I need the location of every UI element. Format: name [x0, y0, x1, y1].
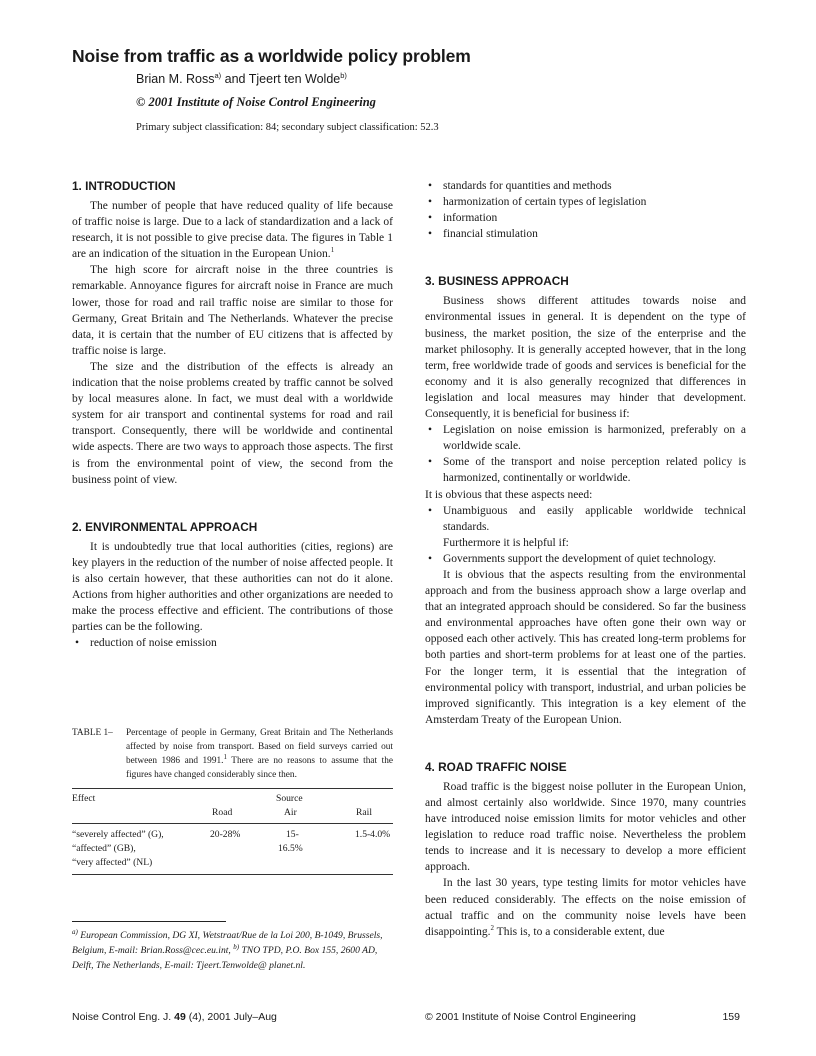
- left-column: [72, 178, 393, 651]
- intro-paragraph-1-text: The number of people that have reduced quality of life because of traffic noise is large. Due to a lack of standardization and a lack of research, it is not possible to give precise data. The figures in Table 1 are an indication of the situation in the European Union.: [72, 200, 393, 261]
- table-header-row-2: [72, 806, 393, 820]
- list-item: • standards for quantities and methods: [425, 178, 746, 194]
- citation-1: 1: [330, 246, 335, 255]
- table-top-rule: [72, 788, 393, 789]
- authors: [136, 72, 347, 86]
- footer-copyright: © 2001 Institute of Noise Control Engineering: [425, 1011, 636, 1023]
- business-bullet-list-1: [425, 422, 746, 486]
- intro-paragraph-2: The high score for aircraft noise in the three countries is remarkable. Annoyance figures for aircraft noise in France are much lower, those for road and rail traffic noise are similar to those for Germany, Great Britain and The Netherlands. Whatever the precise data, it is certain that the number of EU citizens that is affected by traffic noise is large.: [72, 264, 393, 357]
- table-cell-rail: 1.5-4.0%: [355, 828, 391, 840]
- footnote-rule: [72, 921, 226, 922]
- business-bullet-list-2: [425, 503, 746, 535]
- table-header-rule: [72, 823, 393, 824]
- business-paragraph-1: Business shows different attitudes towards noise and environmental issues in general. It is dependent on the type of business, the market position, the size of the enterprise and the market philosophy. It is generally accepted however, that in the long term, free worldwide trade of goods and services is beneficial for the economy and it is also generally recognized that differences in legislation and local measures may hinder that development. Consequently, it is beneficial for business if:: [425, 295, 746, 421]
- environmental-bullet-list-a: [72, 635, 393, 651]
- list-item: • Legislation on noise emission is harmonized, preferably on a worldwide scale.: [425, 422, 746, 454]
- section-heading-road-traffic: 4. ROAD TRAFFIC NOISE: [425, 759, 567, 774]
- table-row: [72, 856, 393, 870]
- footnote: [72, 928, 397, 974]
- table-caption: [72, 727, 393, 783]
- table-header-source: Source: [276, 792, 303, 804]
- table-caption-text-2: There are no reasons to assume that the figures have changed considerably since then.: [126, 755, 393, 780]
- list-item: • Some of the transport and noise perception related policy is harmonized, continentally or worldwide.: [425, 454, 746, 486]
- list-item: • financial stimulation: [425, 226, 746, 242]
- citation-2: 2: [490, 923, 494, 932]
- environmental-paragraph-1: It is undoubtedly true that local authorities (cities, regions) are key players in the reduction of the number of noise affected people. It is also certain however, that these authorities can not do it alone. Actions from higher authorities and other organizations are needed to make the process effective and efficient. The contributions of those parties can be the following.: [72, 540, 393, 634]
- section-heading-business: 3. BUSINESS APPROACH: [425, 274, 569, 289]
- table-label: TABLE 1–: [72, 728, 113, 738]
- road-paragraph-1: Road traffic is the biggest noise polluter in the European Union, and almost certainly also worldwide. Since 1970, many countries have introduced noise emission limits for motor vehicles and other legislation to reduce road traffic noise. Nevertheless the problem tends to increase and it is necessary to develop a more efficient approach.: [425, 780, 746, 874]
- table-header-road: Road: [212, 806, 233, 818]
- table-row: [72, 828, 393, 842]
- list-item: • reduction of noise emission: [72, 635, 393, 651]
- table-caption-text: Percentage of people in Germany, Great Britain and The Netherlands affected by noise from transport. Based on field surveys carried out between 1986 and 1991.: [126, 728, 393, 766]
- section-heading-introduction: 1. INTRODUCTION: [72, 179, 176, 193]
- table-row: [72, 842, 393, 856]
- author-1: Brian M. Ross: [136, 72, 215, 86]
- table-header-effect: Effect: [72, 792, 96, 804]
- table-header-air: Air: [284, 806, 297, 818]
- table-cell-effect: “severely affected” (G),: [72, 828, 164, 840]
- footnote-mark-a: a): [72, 927, 78, 936]
- road-paragraph-2: [425, 875, 746, 939]
- footer-journal: Noise Control Eng. J.: [72, 1011, 172, 1023]
- table-cell-air: 16.5%: [278, 842, 303, 854]
- road-paragraph-2-tail: This is, to a considerable extent, due: [494, 925, 665, 938]
- table-cell-air: 15-: [286, 828, 299, 840]
- intro-paragraph-1: [72, 198, 393, 262]
- table-cell-road: 20-28%: [210, 828, 241, 840]
- paper-title: Noise from traffic as a worldwide policy problem: [72, 46, 471, 66]
- business-needed-line: It is obvious that these aspects need:: [425, 488, 593, 501]
- author-2-affiliation-mark: b): [340, 70, 347, 80]
- table-header-row-1: [72, 792, 393, 806]
- list-item: • Governments support the development of quiet technology.: [425, 551, 746, 567]
- business-helpful-line: Furthermore it is helpful if:: [443, 536, 569, 549]
- footer-journal-citation: [72, 1011, 277, 1023]
- right-column: [425, 178, 746, 940]
- section-heading-environmental: 2. ENVIRONMENTAL APPROACH: [72, 519, 258, 534]
- table-1: [72, 727, 393, 875]
- footer-issue-date: (4), 2001 July–Aug: [188, 1011, 277, 1023]
- table-bottom-rule: [72, 874, 393, 875]
- table-citation: 1: [223, 752, 227, 761]
- environmental-bullet-list-b: [425, 178, 746, 242]
- author-1-affiliation-mark: a): [214, 70, 222, 80]
- footer-volume: 49: [174, 1011, 186, 1023]
- list-item: • information: [425, 210, 746, 226]
- road-paragraph-2-text: In the last 30 years, type testing limits for motor vehicles have been reduced considerably. The effects on the noise emission of actual traffic and on the community noise levels have been disappointing.: [425, 877, 746, 938]
- author-2: and Tjeert ten Wolde: [224, 72, 341, 86]
- footnote-mark-b: b): [233, 943, 240, 952]
- table-cell-effect: “affected” (GB),: [72, 842, 136, 854]
- subject-classification: Primary subject classification: 84; secondary subject classification: 52.3: [136, 122, 439, 133]
- intro-paragraph-3: The size and the distribution of the effects is already an indication that the noise problems created by traffic cannot be solved by local measures alone. In fact, we must deal with a worldwide system for air transport and continental systems for road and rail transport. Consequently, there will be worldwide and continental wide aspects. There are two ways to approach those aspects. The first is from the environmental point of view, the second from the business point of view.: [72, 360, 393, 486]
- copyright-line: © 2001 Institute of Noise Control Engineering: [136, 95, 376, 109]
- business-bullet-list-3: [425, 551, 746, 567]
- footnote-text-b: TNO TPD, P.O. Box 155, 2600 AD, Delft, The Netherlands, E-mail: Tjeert.Tenwolde@ planet.nl.: [72, 945, 378, 972]
- footnote-text-a: European Commission, DG XI, Wetstraat/Rue de la Loi 200, B-1049, Brussels, Belgium, E-mail: Brian.Ross@cec.eu.int,: [72, 930, 383, 957]
- table-header-rail: Rail: [356, 806, 372, 818]
- page-number: 159: [722, 1011, 740, 1023]
- table-cell-effect: “very affected” (NL): [72, 856, 153, 868]
- list-item: • harmonization of certain types of legislation: [425, 194, 746, 210]
- business-paragraph-2: It is obvious that the aspects resulting from the environmental approach and from the business approach show a large overlap and that an integrated approach should be considered. So far the business and environmental approaches have often gone their own way or opposed each other actively. This has created long-term problems for both parties and short-term problems for at least one of the parties. For the longer term, it is essential that the integration of environmental policy with transport, industrial, and urban policies be improved significantly. This integration is a key element of the Amsterdam Treaty of the European Union.: [425, 568, 746, 726]
- list-item: • Unambiguous and easily applicable worldwide technical standards.: [425, 503, 746, 535]
